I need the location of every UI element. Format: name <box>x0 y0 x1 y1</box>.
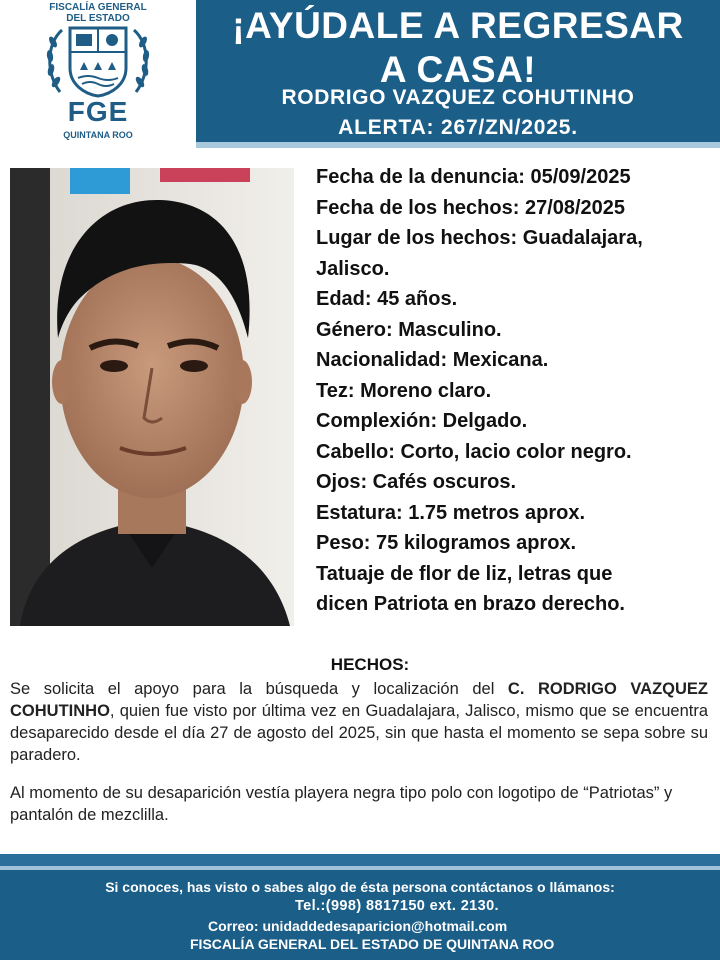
headline-line-1: ¡AYÚDALE A REGRESAR <box>232 5 684 46</box>
detail-tattoo: Tatuaje de flor de liz, letras que <box>316 562 613 585</box>
facts-p1-text-cont: , quien fue visto por última vez en Guadalajara, Jalisco, mismo que se encuentra desaparecido desde el día 27 de agosto del 2025, sin que hasta el momento se sepa sobre su paradero. <box>10 702 708 764</box>
detail-location: Lugar de los hechos: Guadalajara, <box>316 227 643 249</box>
state-seal-icon <box>44 22 152 98</box>
facts-paragraph-1 <box>10 678 708 766</box>
headline <box>196 4 720 92</box>
missing-person-photo <box>10 168 294 626</box>
person-details <box>316 162 692 620</box>
detail-event-date: Fecha de los hechos: 27/08/2025 <box>316 196 626 219</box>
detail-eyes: Ojos: Cafés oscuros. <box>316 471 517 493</box>
logo-acronym: FGE <box>67 96 129 127</box>
detail-location-cont: Jalisco. <box>316 257 390 280</box>
organization-name: FISCALÍA GENERAL DEL ESTADO DE QUINTANA ROO <box>190 936 555 952</box>
facts-p1-name: C. RODRIGO VAZQUEZ COHUTINHO <box>10 680 708 720</box>
missing-person-name: RODRIGO VAZQUEZ COHUTINHO <box>281 86 635 109</box>
logo-top-line-1: FISCALÍA GENERAL <box>49 2 147 13</box>
detail-nationality: Nacionalidad: Mexicana. <box>316 349 549 371</box>
contact-phone: Tel.:(998) 8817150 ext. 2130. <box>295 898 499 914</box>
detail-report-date: Fecha de la denuncia: 05/09/2025 <box>316 166 631 188</box>
headline-line-2: A CASA! <box>379 49 537 90</box>
header-stripe <box>196 142 720 148</box>
detail-hair: Cabello: Corto, lacio color negro. <box>316 440 632 463</box>
detail-complexion-tone: Tez: Moreno claro. <box>316 379 492 402</box>
logo-top-line-2: DEL ESTADO <box>66 13 130 24</box>
facts-paragraph-2: Al momento de su desaparición vestía playera negra tipo polo con logotipo de “Patriotas” y pantalón de mezclilla. <box>10 784 673 824</box>
fge-logo <box>0 0 196 150</box>
logo-state-name: QUINTANA ROO <box>63 130 133 140</box>
alert-number: ALERTA: 267/ZN/2025. <box>338 116 578 139</box>
detail-age: Edad: 45 años. <box>316 288 458 310</box>
facts-p1-text: Se solicita el apoyo para la búsqueda y localización del <box>10 680 508 698</box>
detail-build: Complexión: Delgado. <box>316 410 528 432</box>
contact-prompt: Si conoces, has visto o sabes algo de ésta persona contáctanos o llámanos: <box>105 879 615 895</box>
detail-tattoo-cont: dicen Patriota en brazo derecho. <box>316 593 625 615</box>
detail-height: Estatura: 1.75 metros aprox. <box>316 501 585 524</box>
facts-title: HECHOS: <box>330 655 410 674</box>
detail-weight: Peso: 75 kilogramos aprox. <box>316 532 577 554</box>
contact-footer <box>0 870 720 960</box>
contact-email: Correo: unidaddedesaparicion@hotmail.com <box>208 918 508 934</box>
detail-gender: Género: Masculino. <box>316 318 502 341</box>
logo-top-text <box>0 2 196 24</box>
